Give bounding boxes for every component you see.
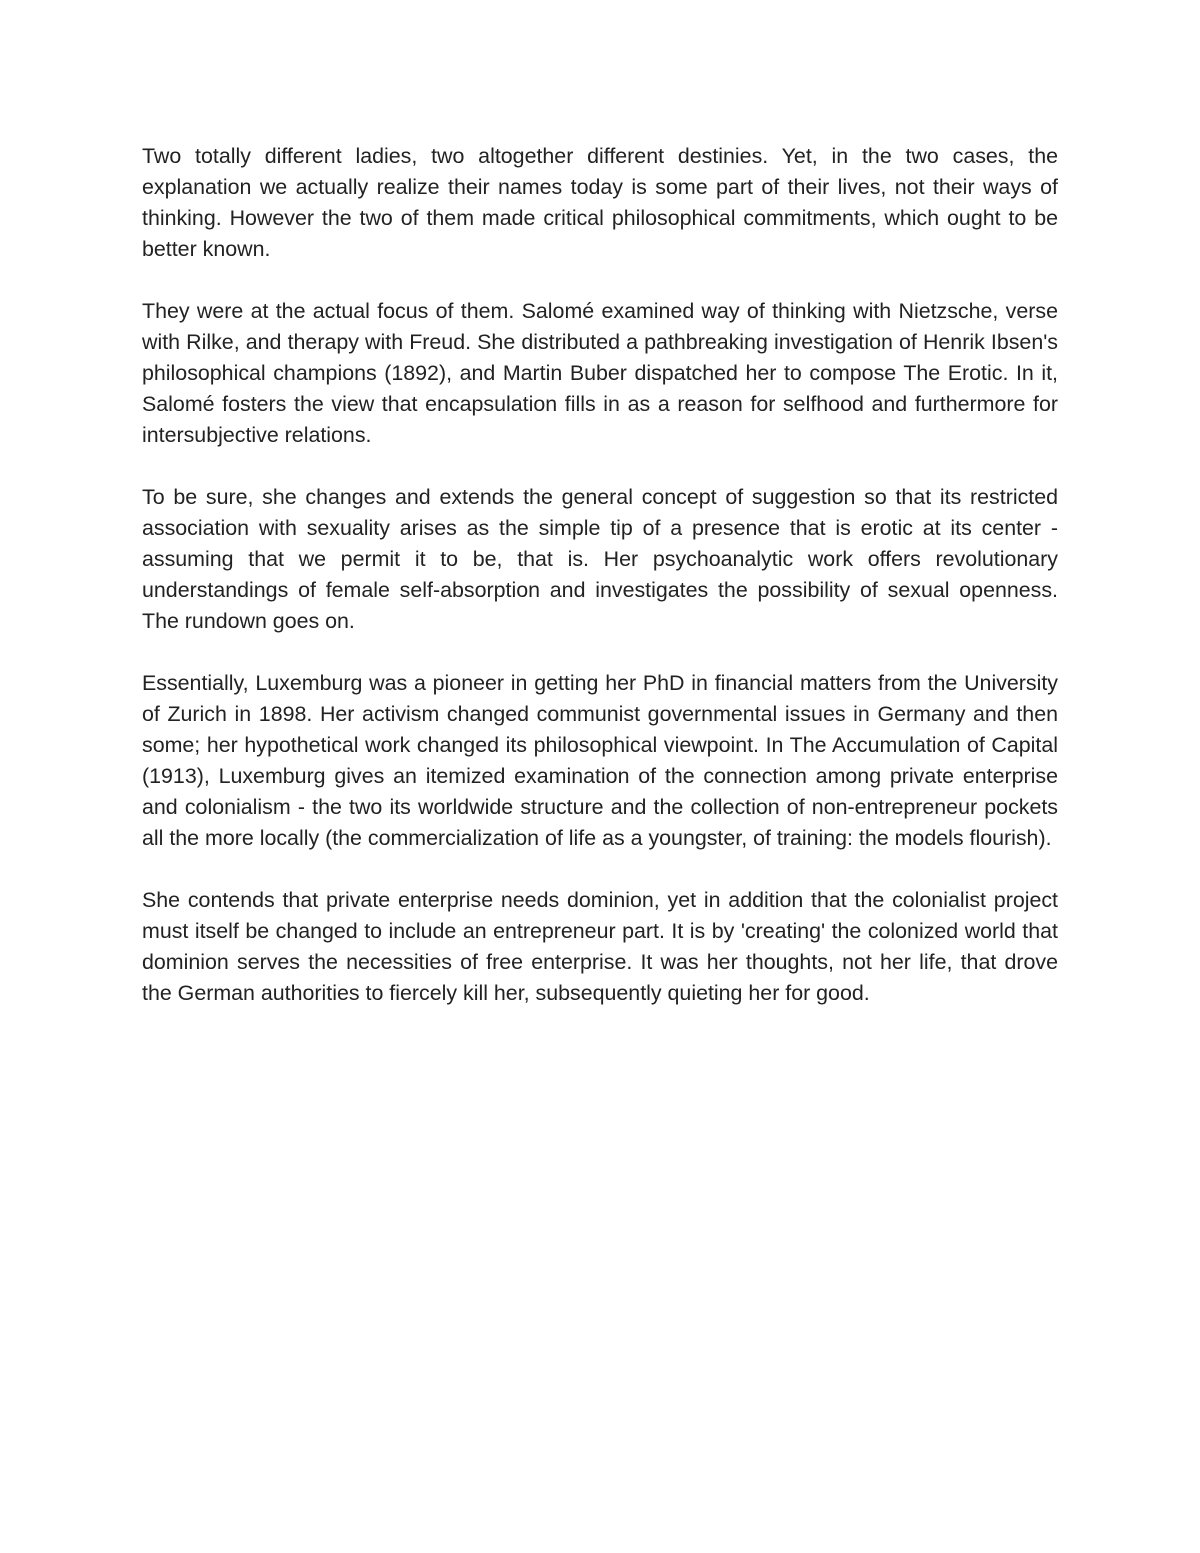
- paragraph-5: She contends that private enterprise needs dominion, yet in addition that the colonialist project must itself be changed to include an entrepreneur part. It is by 'creating' the colonized world that dominion serves the necessities of free enterprise. It was her thoughts, not her life, that drove the German authorities to fiercely kill her, subsequently quieting her for good.: [142, 888, 1058, 1005]
- document-body: [142, 141, 1058, 1009]
- paragraph-2: They were at the actual focus of them. Salomé examined way of thinking with Nietzsche, verse with Rilke, and therapy with Freud. She distributed a pathbreaking investigation of Henrik Ibsen's philosophical champions (1892), and Martin Buber dispatched her to compose The Erotic. In it, Salomé fosters the view that encapsulation fills in as a reason for selfhood and furthermore for intersubjective relations.: [142, 299, 1058, 447]
- paragraph-3: To be sure, she changes and extends the general concept of suggestion so that its restricted association with sexuality arises as the simple tip of a presence that is erotic at its center - assuming that we permit it to be, that is. Her psychoanalytic work offers revolutionary understandings of female self-absorption and investigates the possibility of sexual openness. The rundown goes on.: [142, 485, 1058, 633]
- paragraph-4: Essentially, Luxemburg was a pioneer in getting her PhD in financial matters from the University of Zurich in 1898. Her activism changed communist governmental issues in Germany and then some; her hypothetical work changed its philosophical viewpoint. In The Accumulation of Capital (1913), Luxemburg gives an itemized examination of the connection among private enterprise and colonialism - the two its worldwide structure and the collection of non-entrepreneur pockets all the more locally (the commercialization of life as a youngster, of training: the models flourish).: [142, 671, 1058, 850]
- paragraph-1: Two totally different ladies, two altogether different destinies. Yet, in the two cases, the explanation we actually realize their names today is some part of their lives, not their ways of thinking. However the two of them made critical philosophical commitments, which ought to be better known.: [142, 144, 1058, 261]
